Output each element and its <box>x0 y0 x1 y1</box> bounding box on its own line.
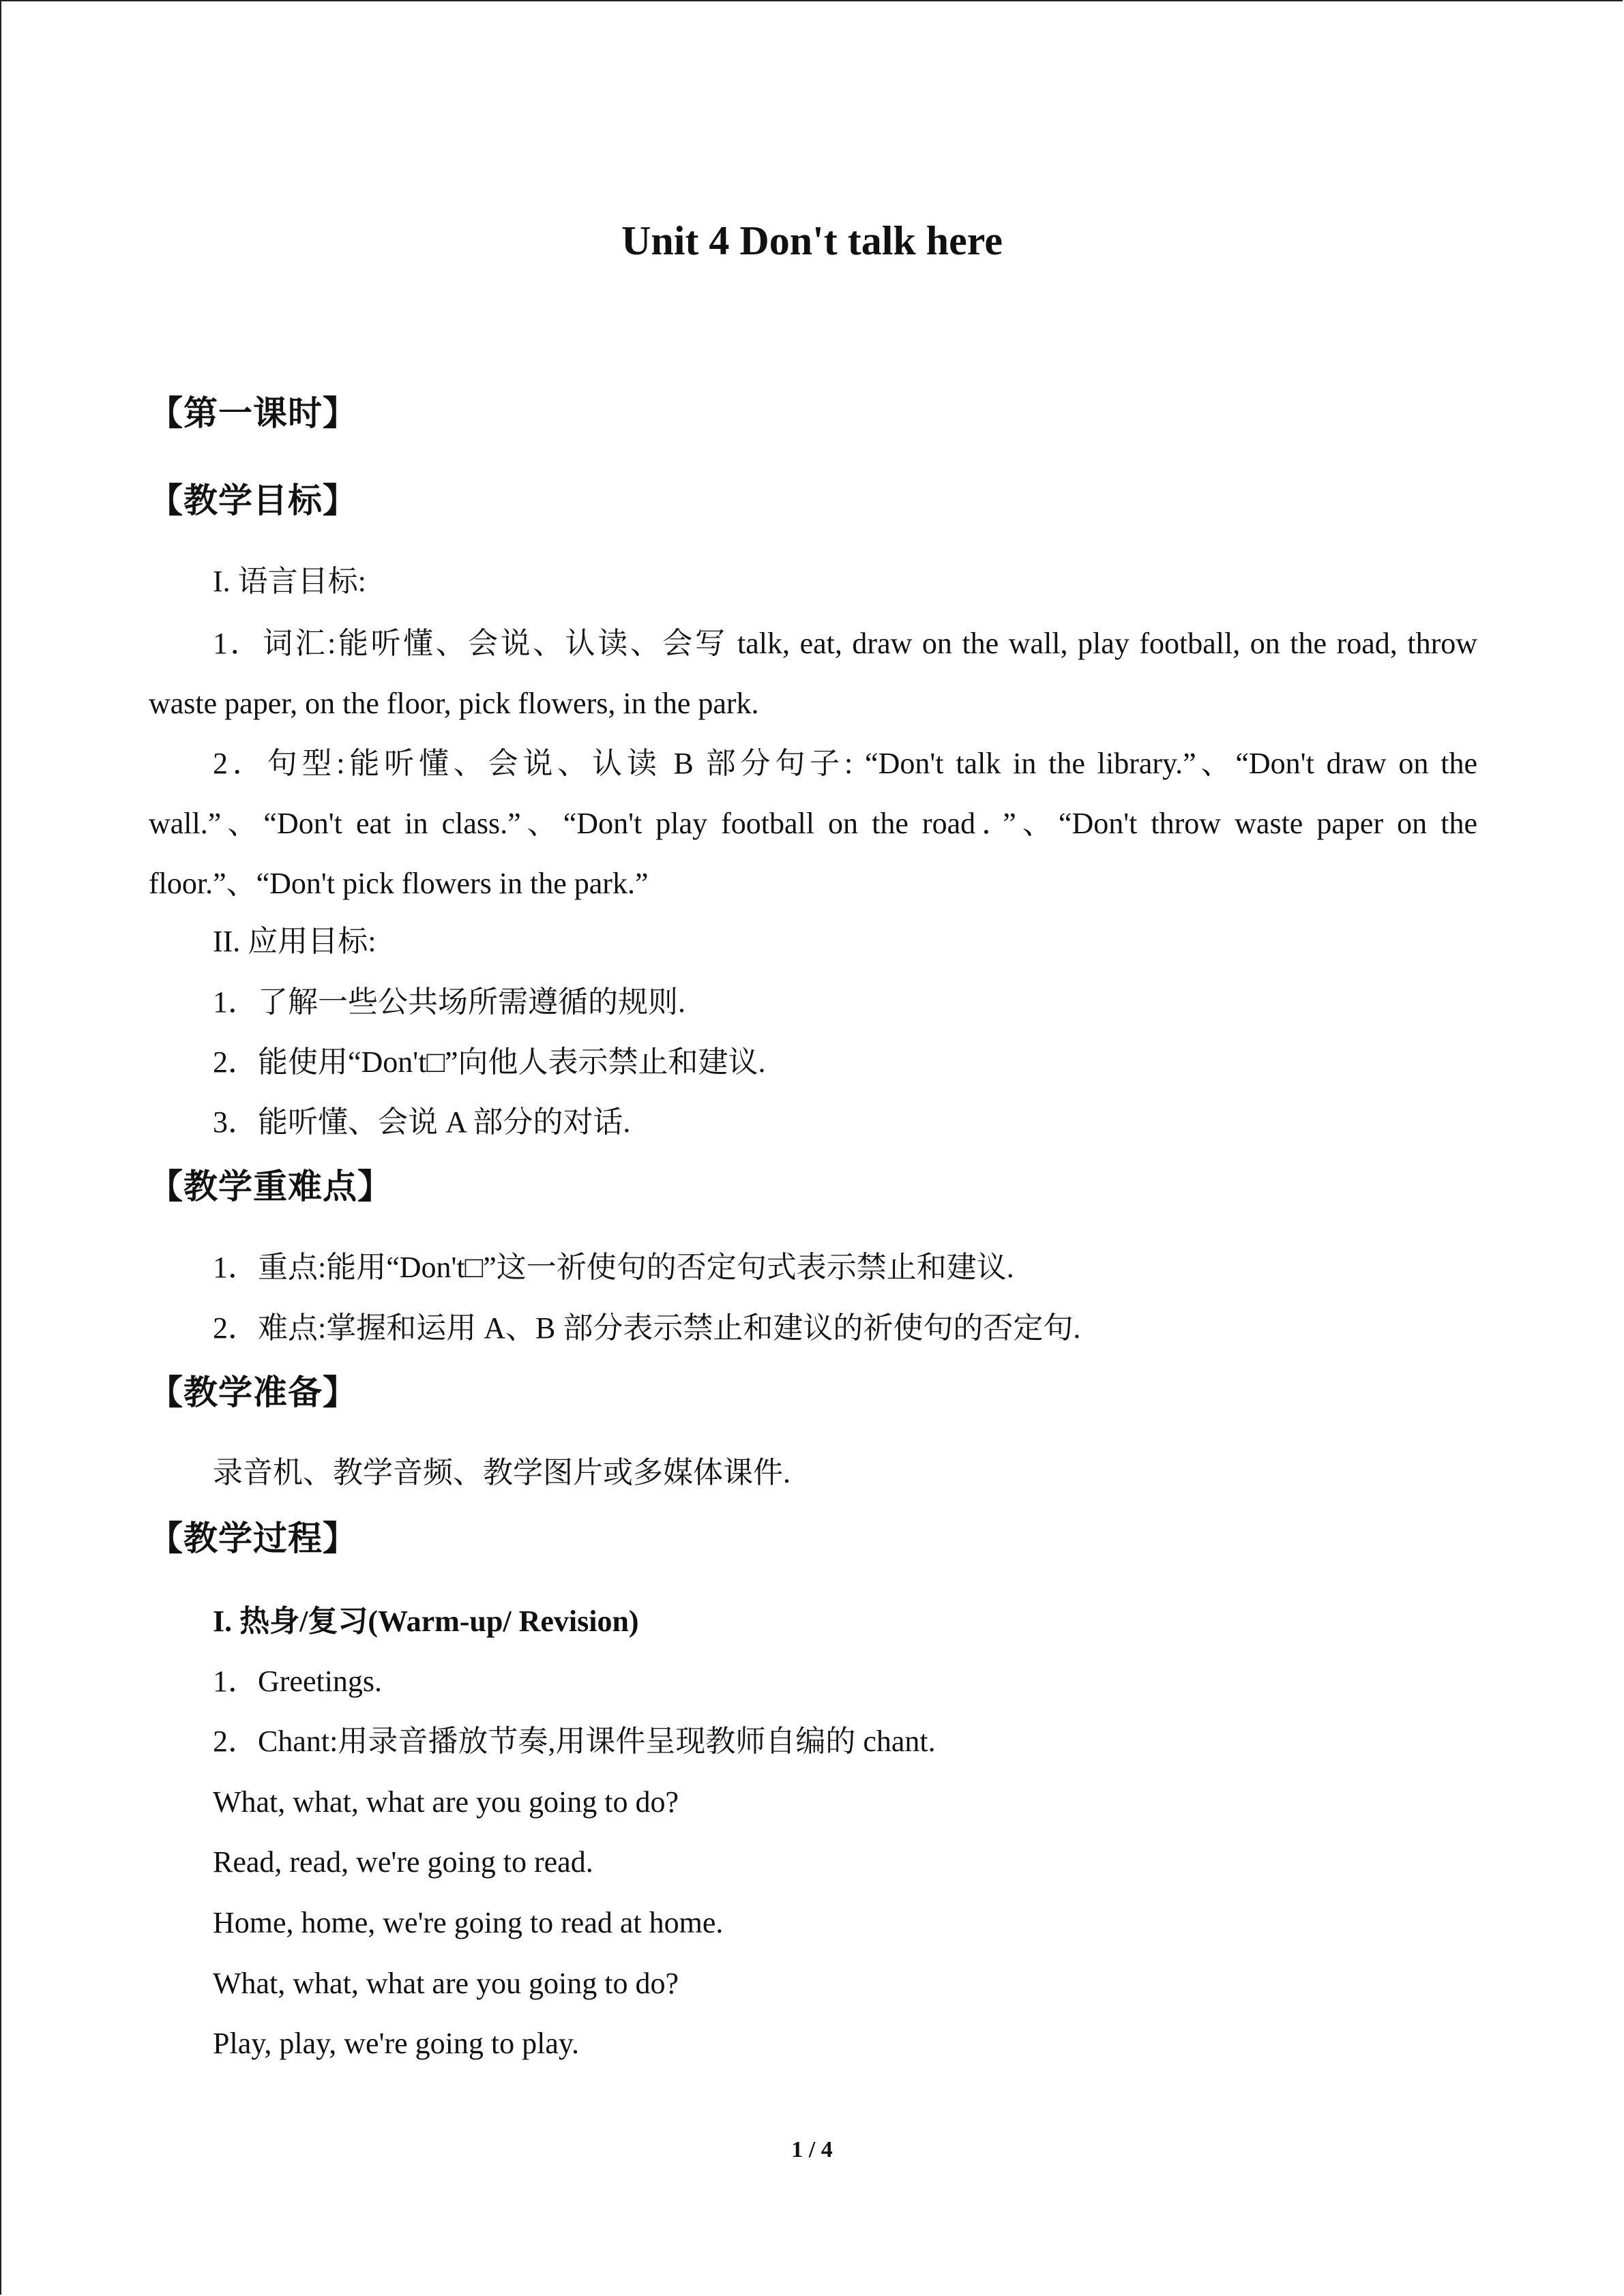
application-objective-3: 3．能听懂、会说 A 部分的对话. <box>213 1105 631 1139</box>
language-goal-label: I. 语言目标: <box>213 565 366 598</box>
application-objective-1: 1．了解一些公共场所需遵循的规则. <box>213 985 685 1019</box>
sentence-objective: 2．句型:能听懂、会说、认读 B 部分句子: “Don't talk in the library.”、“Don't draw on the wall.”、“Don't eat in class.”、“Don't play football on the road．”、“Don't throw waste paper on the floor.”、“Don't pick flowers in the park.” <box>149 747 1477 900</box>
warmup-title: I. 热身/复习(Warm-up/ Revision) <box>213 1605 639 1638</box>
application-goal-label: II. 应用目标: <box>213 925 377 958</box>
key-point-2: 2．难点:掌握和运用 A、B 部分表示禁止和建议的祈使句的否定句. <box>213 1311 1081 1345</box>
application-objective-2: 2．能使用“Don't□”向他人表示禁止和建议. <box>213 1045 766 1079</box>
vocab-objective: 1．词汇:能听懂、会说、认读、会写 talk, eat, draw on the wall, play football, on the road, throw waste paper, on the floor, pick flowers, in the park. <box>149 627 1477 720</box>
section-heading-key-points: 【教学重难点】 <box>149 1167 392 1206</box>
key-point-1: 1．重点:能用“Don't□”这一祈使句的否定句式表示禁止和建议. <box>213 1251 1014 1284</box>
chant-line: What, what, what are you going to do? <box>213 1785 679 1819</box>
page-number: 1 / 4 <box>791 2137 833 2162</box>
chant-step: 2．Chant:用录音播放节奏,用课件呈现教师自编的 chant. <box>213 1725 936 1758</box>
chant-line: Read, read, we're going to read. <box>213 1845 593 1879</box>
section-heading-objectives: 【教学目标】 <box>149 481 357 520</box>
chant-line: What, what, what are you going to do? <box>213 1967 679 2000</box>
section-heading-process: 【教学过程】 <box>149 1519 357 1558</box>
document-title: Unit 4 Don't talk here <box>621 218 1003 263</box>
section-heading-preparation: 【教学准备】 <box>149 1373 357 1412</box>
chant-line: Play, play, we're going to play. <box>213 2027 580 2060</box>
preparation-text: 录音机、教学音频、教学图片或多媒体课件. <box>213 1456 791 1489</box>
chant-line: Home, home, we're going to read at home. <box>213 1906 724 1939</box>
greetings-step: 1．Greetings. <box>213 1665 383 1698</box>
section-heading-lesson: 【第一课时】 <box>149 393 357 433</box>
